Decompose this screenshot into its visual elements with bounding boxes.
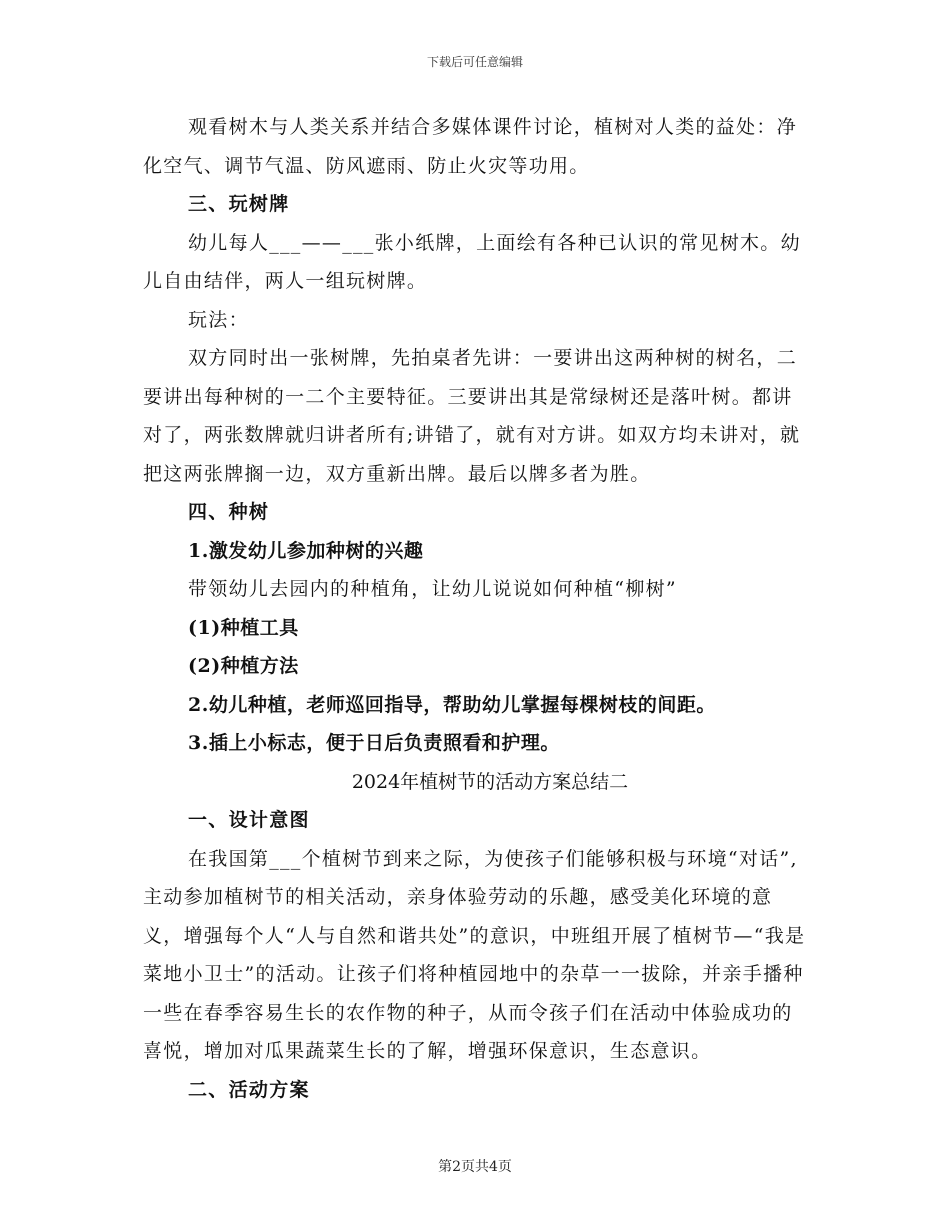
paragraph: 带领幼儿去园内的种植角，让幼儿说说如何种植“柳树” [188, 578, 677, 600]
page-header: 下载后可任意编辑 [426, 55, 523, 69]
subsection-heading: 3.插上小标志，便于日后负责照看和护理。 [188, 732, 560, 754]
paragraph: 幼儿每人___——___张小纸牌，上面绘有各种已认识的常见树木。幼儿自由结伴，两人一组玩树牌。 [143, 231, 801, 292]
section-heading: 三、玩树牌 [188, 193, 290, 215]
subsection-heading: (1)种植工具 [188, 616, 299, 639]
subsection-heading: 1.激发幼儿参加种树的兴趣 [188, 539, 424, 562]
paragraph: 双方同时出一张树牌，先拍桌者先讲：一要讲出这两种树的树名，二要讲出每种树的一二个主要特征。三要讲出其是常绿树还是落叶树。都讲对了，两张数牌就归讲者所有;讲错了，就有对方讲。如双方均未讲对，就把这两张牌搁一边，双方重新出牌。最后以牌多者为胜。 [143, 347, 801, 485]
rules-label: 玩法： [188, 308, 249, 331]
page-footer: 第2页共4页 [438, 1159, 512, 1175]
paragraph: 观看树木与人类关系并结合多媒体课件讨论，植树对人类的益处：净化空气、调节气温、防风遮雨、防止火灾等功用。 [143, 116, 798, 177]
document-title: 2024年植树节的活动方案总结二 [351, 770, 629, 793]
section-heading: 四、种树 [188, 501, 270, 523]
section-heading: 一、设计意图 [188, 809, 310, 831]
section-heading: 二、活动方案 [188, 1078, 310, 1101]
subsection-heading: (2)种植方法 [188, 655, 299, 677]
document-body [143, 108, 807, 1109]
paragraph: 在我国第___个植树节到来之际，为使孩子们能够积极与环境“对话”,主动参加植树节的相关活动，亲身体验劳动的乐趣，感受美化环境的意义，增强每个人“人与自然和谐共处”的意识，中班组开展了植树节—“我是菜地小卫士”的活动。让孩子们将种植园地中的杂草一一拔除，并亲手播种一些在春季容易生长的农作物的种子，从而令孩子们在活动中体验成功的喜悦，增加对瓜果蔬菜生长的了解，增强环保意识，生态意识。 [143, 847, 806, 1062]
subsection-heading: 2.幼儿种植，老师巡回指导，帮助幼儿掌握每棵树枝的间距。 [188, 693, 716, 716]
